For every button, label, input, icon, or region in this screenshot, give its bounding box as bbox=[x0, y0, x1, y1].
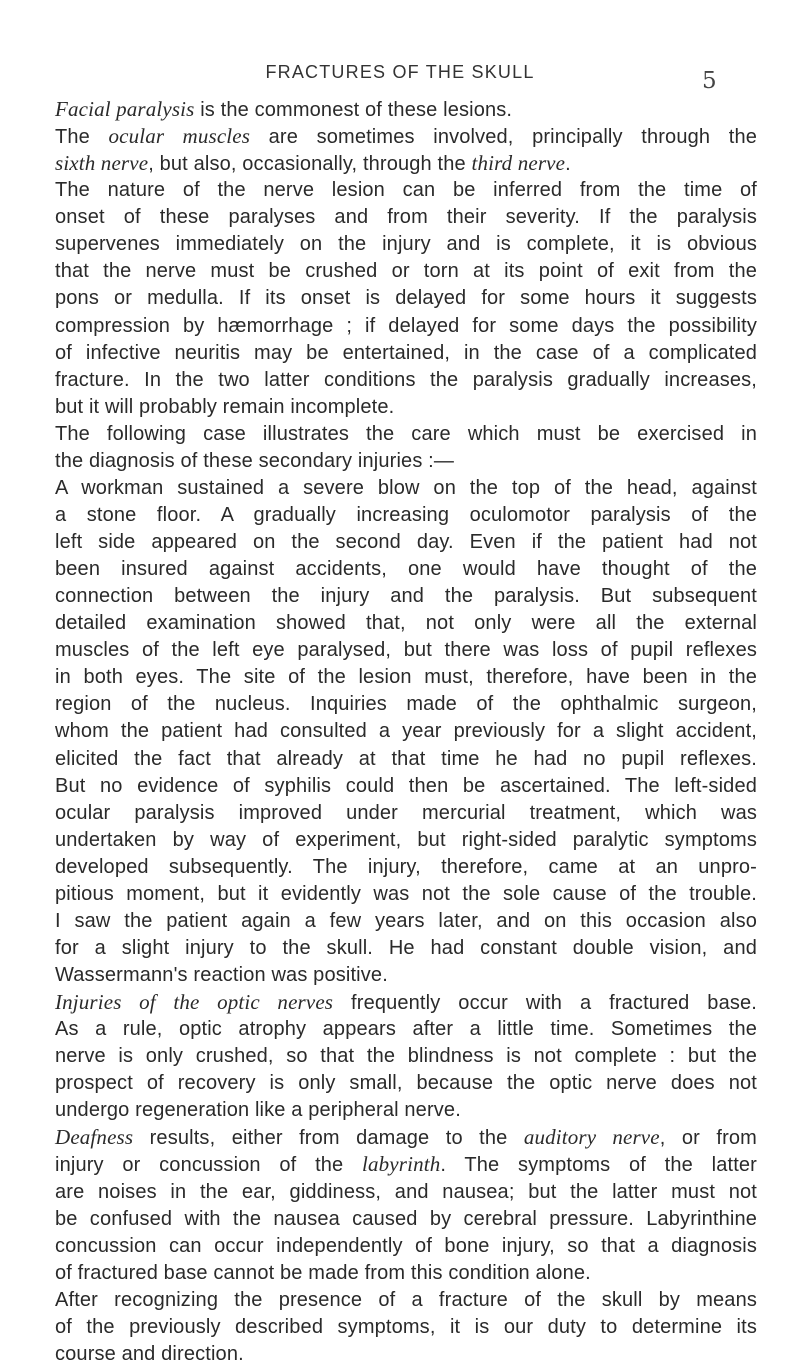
text-line bbox=[55, 1287, 757, 1314]
text-run: After recognizing the presence of a fracture of the skull by means bbox=[55, 1288, 757, 1311]
text-run: that the nerve must be crushed or torn at its point of exit from the bbox=[55, 260, 757, 283]
text-line bbox=[55, 150, 757, 177]
text-run: been insured against accidents, one would have thought of the bbox=[55, 558, 757, 581]
text-run: detailed examination showed that, not only were all the external bbox=[55, 612, 757, 635]
text-run: region of the nucleus. Inquiries made of the ophthalmic surgeon, bbox=[55, 693, 757, 716]
text-line bbox=[55, 827, 757, 854]
text-line bbox=[55, 529, 757, 556]
text-run: pitious moment, but it evidently was not the sole cause of the trouble. bbox=[55, 882, 757, 905]
text-run: developed subsequently. The injury, therefore, came at an unpro- bbox=[55, 855, 757, 878]
text-line bbox=[55, 502, 757, 529]
text-line bbox=[55, 583, 757, 610]
text-run: course and direction. bbox=[55, 1342, 244, 1365]
text-line bbox=[55, 556, 757, 583]
text-run: but it will probably remain incomplete. bbox=[55, 395, 395, 418]
text-line bbox=[55, 800, 757, 827]
italic-term: auditory nerve bbox=[523, 1125, 660, 1150]
text-line bbox=[55, 881, 757, 908]
text-line bbox=[55, 177, 757, 204]
text-line bbox=[55, 1341, 757, 1368]
text-run: of infective neuritis may be entertained, in the case of a complicated bbox=[55, 341, 757, 364]
text-run: frequently occur with a fractured base. bbox=[333, 992, 757, 1015]
text-line bbox=[55, 96, 757, 123]
text-run: connection between the injury and the paralysis. But subsequent bbox=[55, 585, 757, 608]
text-line bbox=[55, 258, 757, 285]
italic-term: third nerve bbox=[471, 151, 566, 176]
italic-term: ocular muscles bbox=[108, 124, 251, 149]
italic-term: Facial paralysis bbox=[55, 97, 195, 121]
text-run: concussion can occur independently of bone injury, so that a diagnosis bbox=[55, 1234, 757, 1257]
text-run: injury or concussion of the bbox=[55, 1154, 363, 1177]
text-run: compression by hæmorrhage ; if delayed for some days the possibility bbox=[55, 314, 757, 337]
text-run: A workman sustained a severe blow on the top of the head, against bbox=[55, 476, 757, 499]
text-run: , but also, occasionally, through the bbox=[148, 153, 472, 176]
text-line bbox=[55, 231, 757, 258]
text-run: the diagnosis of these secondary injuries :— bbox=[55, 449, 455, 472]
text-run: pons or medulla. If its onset is delayed for some hours it suggests bbox=[55, 287, 757, 310]
running-head-title: FRACTURES OF THE SKULL bbox=[265, 62, 535, 82]
italic-term: sixth nerve bbox=[55, 151, 149, 176]
text-line bbox=[55, 746, 757, 773]
text-run: in both eyes. The site of the lesion must, therefore, have been in the bbox=[55, 666, 757, 689]
text-line bbox=[55, 204, 757, 231]
running-head bbox=[0, 62, 800, 94]
text-run: are sometimes involved, principally through the bbox=[250, 126, 757, 149]
text-line bbox=[55, 313, 757, 340]
text-line bbox=[55, 448, 757, 475]
text-run: elicited the fact that already at that time he had no pupil reflexes. bbox=[55, 747, 757, 770]
text-line bbox=[55, 1179, 757, 1206]
text-run: As a rule, optic atrophy appears after a little time. Sometimes the bbox=[55, 1018, 757, 1041]
text-line bbox=[55, 123, 757, 150]
text-line bbox=[55, 1314, 757, 1341]
text-run: . bbox=[565, 153, 571, 176]
text-line bbox=[55, 610, 757, 637]
page-number: 5 bbox=[702, 68, 717, 94]
text-run: But no evidence of syphilis could then be ascertained. The left-sided bbox=[55, 774, 757, 797]
text-line bbox=[55, 962, 757, 989]
text-run: of fractured base cannot be made from this condition alone. bbox=[55, 1261, 591, 1284]
text-line bbox=[55, 1151, 757, 1178]
text-run: undertaken by way of experiment, but right-sided paralytic symptoms bbox=[55, 828, 757, 851]
text-run: I saw the patient again a few years later, and on this occasion also bbox=[55, 909, 757, 932]
text-line bbox=[55, 1070, 757, 1097]
text-line bbox=[55, 691, 757, 718]
text-line bbox=[55, 664, 757, 691]
text-run: results, either from damage to the bbox=[133, 1127, 524, 1150]
text-line bbox=[55, 989, 757, 1016]
text-line bbox=[55, 773, 757, 800]
text-run: Wassermann's reaction was positive. bbox=[55, 964, 388, 986]
text-line bbox=[55, 854, 757, 881]
text-run: prospect of recovery is only small, because the optic nerve does not bbox=[55, 1072, 757, 1095]
italic-term: Deafness bbox=[55, 1125, 134, 1150]
text-line bbox=[55, 1097, 757, 1124]
text-run: of the previously described symptoms, it is our duty to determine its bbox=[55, 1315, 757, 1338]
text-run: ocular paralysis improved under mercurial treatment, which was bbox=[55, 801, 757, 824]
text-run: fracture. In the two latter conditions the paralysis gradually increases, bbox=[55, 368, 757, 391]
text-run: for a slight injury to the skull. He had constant double vision, and bbox=[55, 936, 757, 959]
text-line bbox=[55, 1043, 757, 1070]
text-line bbox=[55, 340, 757, 367]
italic-term: labyrinth bbox=[362, 1152, 441, 1177]
text-line bbox=[55, 935, 757, 962]
text-line bbox=[55, 285, 757, 312]
text-run: onset of these paralyses and from their severity. If the paralysis bbox=[55, 206, 757, 229]
text-run: whom the patient had consulted a year previously for a slight accident, bbox=[55, 720, 757, 743]
text-run: . The symptoms of the latter bbox=[440, 1154, 757, 1177]
text-line bbox=[55, 475, 757, 502]
text-run: left side appeared on the second day. Even if the patient had not bbox=[55, 531, 757, 553]
text-run: is the commonest of these lesions. bbox=[194, 99, 513, 121]
text-line bbox=[55, 1233, 757, 1260]
text-run: undergo regeneration like a peripheral nerve. bbox=[55, 1099, 461, 1122]
text-run: a stone floor. A gradually increasing oculomotor paralysis of the bbox=[55, 503, 757, 526]
text-line bbox=[55, 394, 757, 421]
text-line bbox=[55, 637, 757, 664]
text-line bbox=[55, 1016, 757, 1043]
text-run: , or from bbox=[659, 1127, 757, 1150]
text-run: nerve is only crushed, so that the blindness is not complete : but the bbox=[55, 1045, 757, 1068]
text-line bbox=[55, 718, 757, 745]
text-line bbox=[55, 908, 757, 935]
text-line bbox=[55, 421, 757, 448]
italic-term: Injuries of the optic nerves bbox=[55, 990, 334, 1015]
text-run: The nature of the nerve lesion can be inferred from the time of bbox=[55, 179, 757, 202]
text-line bbox=[55, 367, 757, 394]
text-line bbox=[55, 1124, 757, 1151]
text-run: muscles of the left eye paralysed, but there was loss of pupil reflexes bbox=[55, 639, 757, 662]
text-run: The bbox=[55, 126, 109, 149]
text-run: The following case illustrates the care which must be exercised in bbox=[55, 422, 757, 445]
text-line bbox=[55, 1206, 757, 1233]
body-text bbox=[55, 96, 757, 1368]
text-line bbox=[55, 1260, 757, 1287]
text-run: are noises in the ear, giddiness, and nausea; but the latter must not bbox=[55, 1180, 757, 1203]
text-run: supervenes immediately on the injury and is complete, it is obvious bbox=[55, 233, 757, 256]
text-run: be confused with the nausea caused by cerebral pressure. Labyrinthine bbox=[55, 1207, 757, 1230]
